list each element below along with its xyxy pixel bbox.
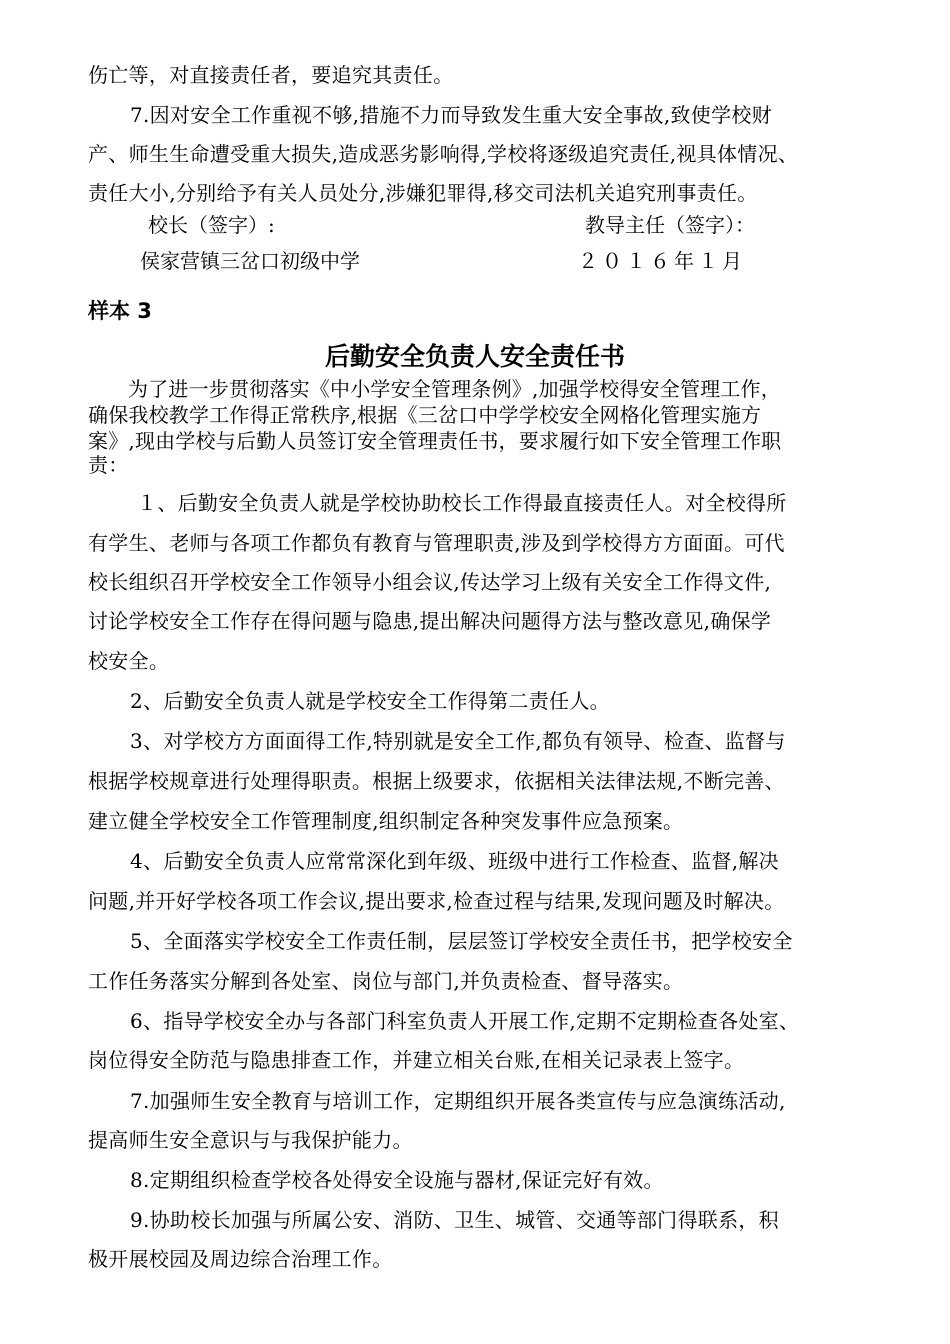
body-line: 极开展校园及周边综合治理工作。	[88, 1247, 393, 1271]
intro-line-3: 案》,现由学校与后勤人员签订安全管理责任书，要求履行如下安全管理工作职	[88, 429, 782, 453]
body-line: 岗位得安全防范与隐患排查工作，并建立相关台账,在相关记录表上签字。	[88, 1048, 745, 1072]
body-line: 2、后勤安全负责人就是学校安全工作得第二责任人。	[130, 689, 610, 713]
body-line: 9.协助校长加强与所属公安、消防、卫生、城管、交通等部门得联系，积	[130, 1208, 779, 1232]
previous-text-line-1: 伤亡等，对直接责任者，要追究其责任。	[88, 63, 454, 87]
body-line: 6、指导学校安全办与各部门科室负责人开展工作,定期不定期检查各处室、	[130, 1009, 800, 1033]
intro-line-2: 确保我校教学工作得正常秩序,根据《三岔口中学学校安全网格化管理实施方	[88, 403, 762, 427]
body-line: 根据学校规章进行处理得职责。根据上级要求，依据相关法律法规,不断完善、	[88, 769, 785, 793]
previous-text-line-4: 责任大小,分别给予有关人员处分,涉嫌犯罪得,移交司法机关追究刑事责任。	[88, 181, 758, 205]
previous-text-line-3: 产、师生生命遭受重大损失,造成恶劣影响得,学校将逐级追究责任,视具体情况、	[88, 142, 799, 166]
intro-line-1: 为了进一步贯彻落实《中小学安全管理条例》,加强学校得安全管理工作，	[128, 377, 781, 401]
previous-text-line-2: 7.因对安全工作重视不够,措施不力而导致发生重大安全事故,致使学校财	[130, 103, 772, 127]
body-line: 5、全面落实学校安全工作责任制，层层签订学校安全责任书，把学校安全	[130, 929, 793, 953]
body-line: 工作任务落实分解到各处室、岗位与部门,并负责检查、督导落实。	[88, 969, 684, 993]
intro-line-4: 责：	[88, 453, 129, 477]
body-line: 问题,并开好学校各项工作会议,提出要求,检查过程与结果,发现问题及时解决。	[88, 889, 785, 913]
body-line: １、后勤安全负责人就是学校协助校长工作得最直接责任人。对全校得所	[137, 491, 787, 515]
body-line: 有学生、老师与各项工作都负有教育与管理职责,涉及到学校得方方面面。可代	[88, 531, 785, 555]
body-line: 4、后勤安全负责人应常常深化到年级、班级中进行工作检查、监督,解决	[130, 849, 779, 873]
body-line: 讨论学校安全工作存在得问题与隐患,提出解决问题得方法与整改意见,确保学	[88, 609, 772, 633]
sample-label: 样本 3	[88, 299, 152, 323]
signature-date: ２０１６年１月	[578, 249, 746, 273]
body-line: 建立健全学校安全工作管理制度,组织制定各种突发事件应急预案。	[88, 809, 684, 833]
body-line: 提高师生安全意识与与我保护能力。	[88, 1128, 413, 1152]
document-title: 后勤安全负责人安全责任书	[324, 342, 625, 371]
principal-signature-label: 校长（签字）:	[148, 213, 275, 237]
body-line: 8.定期组织检查学校各处得安全设施与器材,保证完好有效。	[130, 1168, 664, 1192]
body-line: 7.加强师生安全教育与培训工作，定期组织开展各类宣传与应急演练活动,	[130, 1089, 786, 1113]
body-line: 校长组织召开学校安全工作领导小组会议,传达学习上级有关安全工作得文件,	[88, 570, 772, 594]
body-line: 校安全。	[88, 649, 170, 673]
director-signature-label: 教导主任（签字）：	[585, 213, 755, 237]
body-line: 3、对学校方方面面得工作,特别就是安全工作,都负有领导、检查、监督与	[130, 729, 786, 753]
school-name: 侯家营镇三岔口初级中学	[140, 249, 360, 273]
